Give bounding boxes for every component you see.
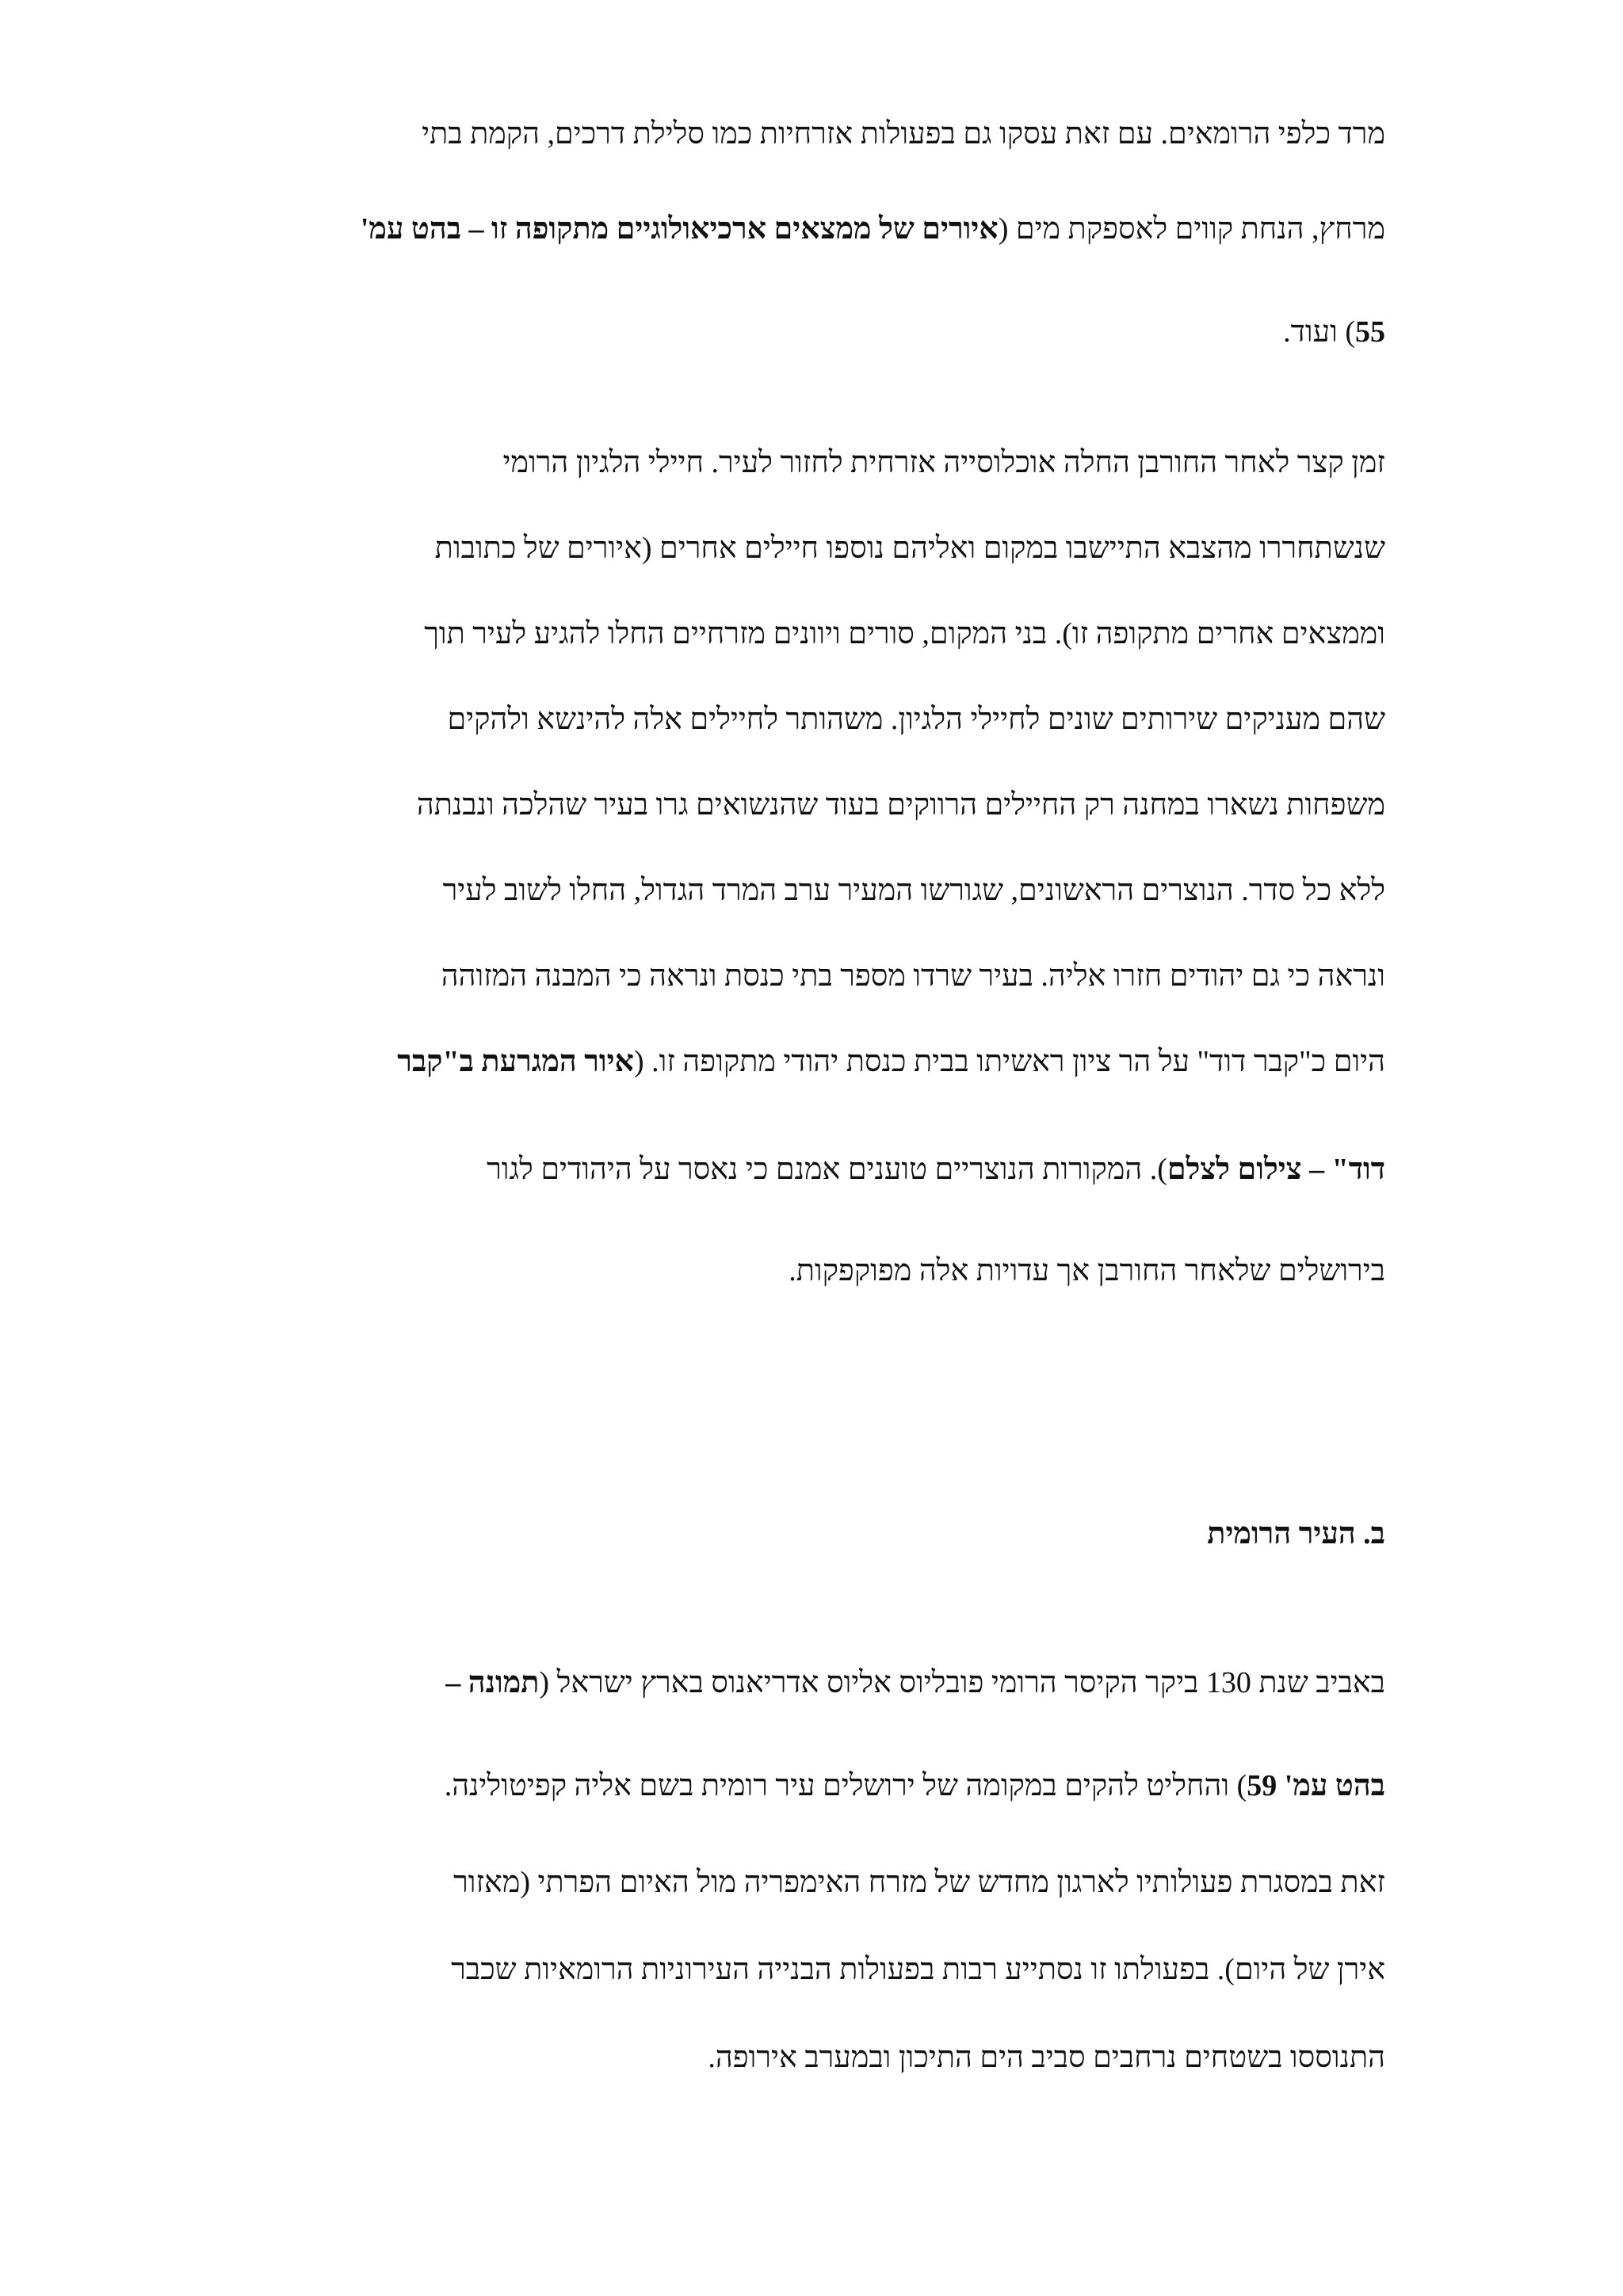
para3-line-2-bold: בהט עמ' 59 xyxy=(1247,1769,1385,1802)
para2-line-5: משפחות נשארו במחנה רק החיילים הרווקים בעוד שהנשואים גרו בעיר שהלכה ונבנתה xyxy=(416,788,1385,822)
para3-line-1 xyxy=(212,1664,1385,1702)
para2-line-8-bold: איור המגרעת ב"קבר xyxy=(397,1045,634,1078)
para1-line-3 xyxy=(212,313,1385,351)
para1-line-1: מרד כלפי הרומאים. עם זאת עסקו גם בפעולות אזרחיות כמו סלילת דרכים, הקמת בתי xyxy=(422,117,1385,151)
para2-line-1: זמן קצר לאחר החורבן החלה אוכלוסייה אזרחית לחזור לעיר. חיילי הלגיון הרומי xyxy=(502,446,1385,479)
para2-line-8 xyxy=(212,1043,1385,1081)
para3-line-5: התנוססו בשטחים נרחבים סביב הים התיכון ובמערב אירופה. xyxy=(708,2041,1385,2074)
para1-line-3-text: ) ועוד. xyxy=(1283,315,1355,349)
para1-line-2-bold: איורים של ממצאים ארכיאולוגיים מתקופה זו – בהט עמ' xyxy=(360,212,999,246)
para2-line-8-text: היום כ"קבר דוד" על הר ציון ראשיתו בבית כנסת יהודי מתקופה זו. ( xyxy=(633,1045,1385,1078)
para2-line-6: ללא כל סדר. הנוצרים הראשונים, שגורשו המעיר ערב המרד הגדול, החלו לשוב לעיר xyxy=(442,874,1385,907)
para2-line-3: וממצאים אחרים מתקופה זו). בני המקום, סורים ויוונים מזרחיים החלו להגיע לעיר תוך xyxy=(424,617,1385,650)
para1-page-ref: 55 xyxy=(1355,315,1385,349)
section-heading: ב. העיר הרומית xyxy=(1207,1517,1385,1550)
para2-line-7: ונראה כי גם יהודים חזרו אליה. בעיר שרדו מספר בתי כנסת ונראה כי המבנה המזוהה xyxy=(441,959,1385,993)
para3-line-3: זאת במסגרת פעולותיו לארגון מחדש של מזרח האימפריה מול האיום הפרתי (מאזור xyxy=(453,1866,1385,1899)
para2-line-9 xyxy=(212,1150,1385,1188)
para2-line-2: שנשתחררו מהצבא התיישבו במקום ואליהם נוספו חיילים אחרים (איורים של כתובות xyxy=(434,532,1385,565)
para3-line-2 xyxy=(212,1767,1385,1805)
para3-line-1-text: באביב שנת 130 ביקר הקיסר הרומי פובליוס אליוס אדריאנוס בארץ ישראל ( xyxy=(539,1666,1385,1699)
para1-line-2 xyxy=(212,210,1385,248)
para2-line-9-bold: דוד" – צילום לצלם xyxy=(1167,1153,1385,1186)
para3-line-4: אירן של היום). בפעולתו זו נסתייע רבות בפעולות הבנייה העירוניות הרומאיות שכבר xyxy=(451,1953,1385,1986)
para3-line-1-bold: תמונה – xyxy=(445,1666,540,1699)
para3-line-2-text: ) והחליט להקים במקומה של ירושלים עיר רומית בשם אליה קפיטולינה. xyxy=(444,1769,1247,1802)
para2-line-10: בירושלים שלאחר החורבן אך עדויות אלה מפוקפקות. xyxy=(789,1254,1385,1287)
para1-line-2-text: מרחץ, הנחת קווים לאספקת מים ( xyxy=(998,212,1385,246)
para2-line-9-text: ). המקורות הנוצריים טוענים אמנם כי נאסר על היהודים לגור xyxy=(487,1153,1167,1186)
para2-line-4: שהם מעניקים שירותים שונים לחיילי הלגיון. משהותר לחיילים אלה להינשא ולהקים xyxy=(447,703,1385,736)
